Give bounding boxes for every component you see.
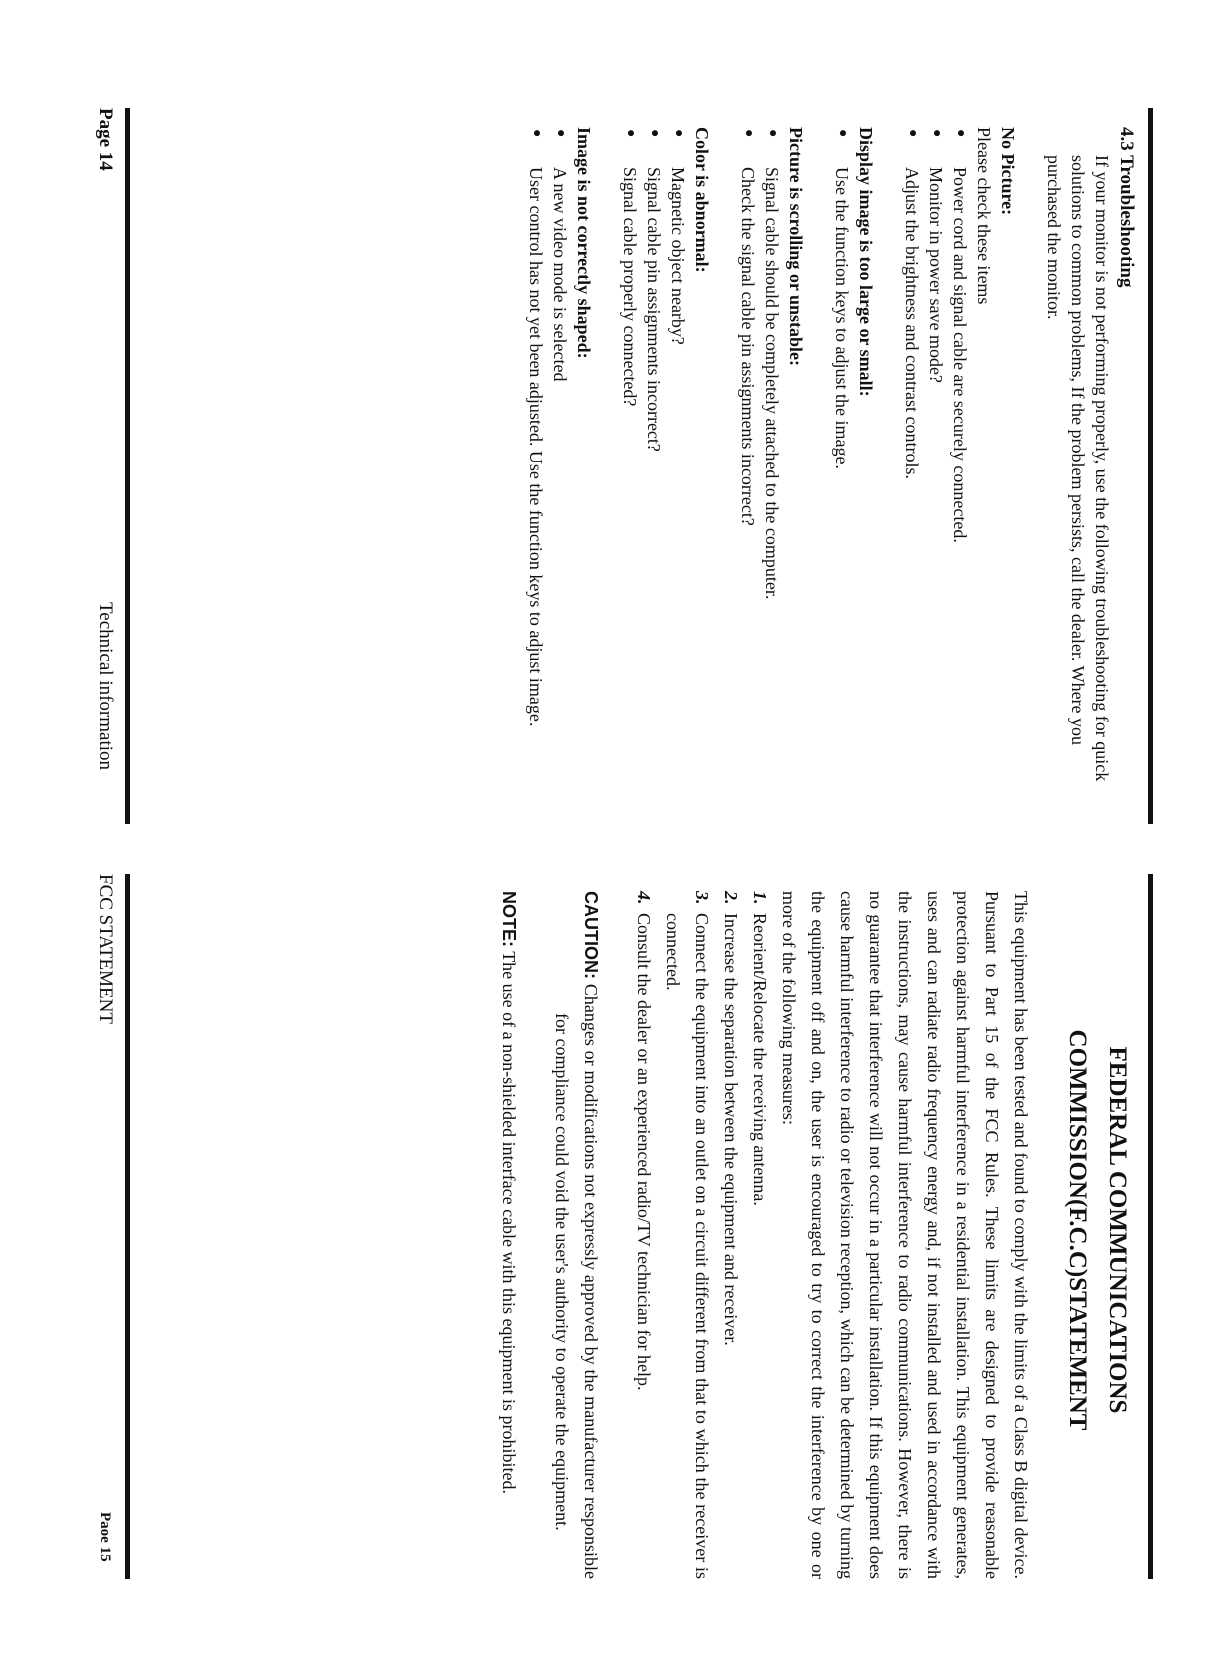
fcc-body [494,891,1035,1579]
section-heading: Display image is too large or small: [856,127,876,397]
right-page [0,840,1213,1679]
list-item: ● Signal cable pin assignments incorrect? [642,127,666,807]
measure-text: Reorient/Relocate the receiving antenna. [750,913,770,1206]
troubleshooting-section [524,127,1138,807]
list-item: ● Power cord and signal cable are securely connected. [948,127,972,807]
page-number: Paoe 15 [97,1512,113,1562]
title-line: FEDERAL COMMUNICATIONS [1104,1046,1131,1414]
scrolling-section [736,127,808,807]
fcc-title [1057,880,1137,1580]
measure-text: Increase the separation between the equipment and receiver. [721,913,741,1346]
section-title: 4.3 Troubleshooting [1116,127,1137,288]
footer-section-name: Technical information [95,602,116,771]
section-heading: No Picture: [998,127,1018,216]
list-item: ● Use the function keys to adjust the image. [830,127,854,807]
list-item: ● Adjust the brightness and contrast controls. [900,127,924,807]
note-block [494,891,523,1579]
bottom-rule [125,874,130,1579]
section-heading: Color is abnormal: [692,127,712,273]
note-text: The use of a non-shielded interface cable with this equipment is prohibited. [499,951,519,1495]
measure-number: 3. [692,891,712,905]
list-item: ● Signal cable properly connected? [618,127,642,807]
measure-text: Connect the equipment into an outlet on a circuit different from that to which the receiver is connected. [663,913,712,1579]
caution-text: Changes or modifications not expressly approved by the manufacturer responsible for compliance could void the user's authority to operate the equipment. [552,983,601,1580]
top-rule [1148,108,1153,824]
measure-number: 4. [634,891,654,905]
section-subheading: Please check these items [974,127,994,305]
note-label: NOTE: [499,891,519,947]
top-rule [1148,874,1153,1579]
measure-number: 2. [721,891,741,905]
list-item: ● Magnetic object nearby? [666,127,690,807]
measure-item [745,891,774,1579]
fcc-paragraph: This equipment has been tested and found to comply with the limits of a Class B digital device. Pursuant to Part 15 of the FCC Rules. These limits are designed to provide reasonable protection against harmful interference in a residential installation. This equipment generates, uses and can radiate radio frequency energy and, if not installed and used in accordance with the instructions, may cause harmful interference to radio communications. However, there is no guarantee that interference will not occur in a particular installation. If this equipment does cause harmful interference to radio or television reception, which can be determined by turning the equipment off and on, the user is encouraged to try to correct the interference by one or more of the following measures: [779,891,1031,1579]
list-item: ● Monitor in power save mode? [924,127,948,807]
section-heading: Image is not correctly shaped: [574,127,594,359]
caution-block [547,891,605,1579]
caution-label: CAUTION: [581,891,601,979]
measure-item [716,891,745,1579]
page-number: Page 14 [95,108,116,171]
list-item: ● Signal cable should be completely attached to the computer. [760,127,784,807]
measure-text: Consult the dealer or an experienced radio/TV technician for help. [634,913,654,1391]
no-picture-section [900,127,1020,807]
bottom-rule [125,108,130,824]
color-section [618,127,714,807]
list-item: ● User control has not yet been adjusted. Use the function keys to adjust image. [524,127,548,807]
list-item: ● Check the signal cable pin assignments incorrect? [736,127,760,807]
shape-section [524,127,596,807]
image-size-section [830,127,878,807]
measure-item [658,891,716,1579]
left-page [0,0,1213,839]
measure-item [629,891,658,1579]
footer-section-name: FCC STATEMENT [95,874,116,1024]
intro-text: If your monitor is not performing properly, use the following troubleshooting for quick solutions to common problems, If the problem persists, call the dealer. Where you purchased the monitor. [1044,155,1112,782]
section-heading: Picture is scrolling or unstable: [786,127,806,367]
title-line: COMMISSION(F.C.C)STATEMENT [1064,1029,1091,1431]
list-item: ● A new video mode is selected [548,127,572,807]
measure-number: 1. [750,891,770,905]
